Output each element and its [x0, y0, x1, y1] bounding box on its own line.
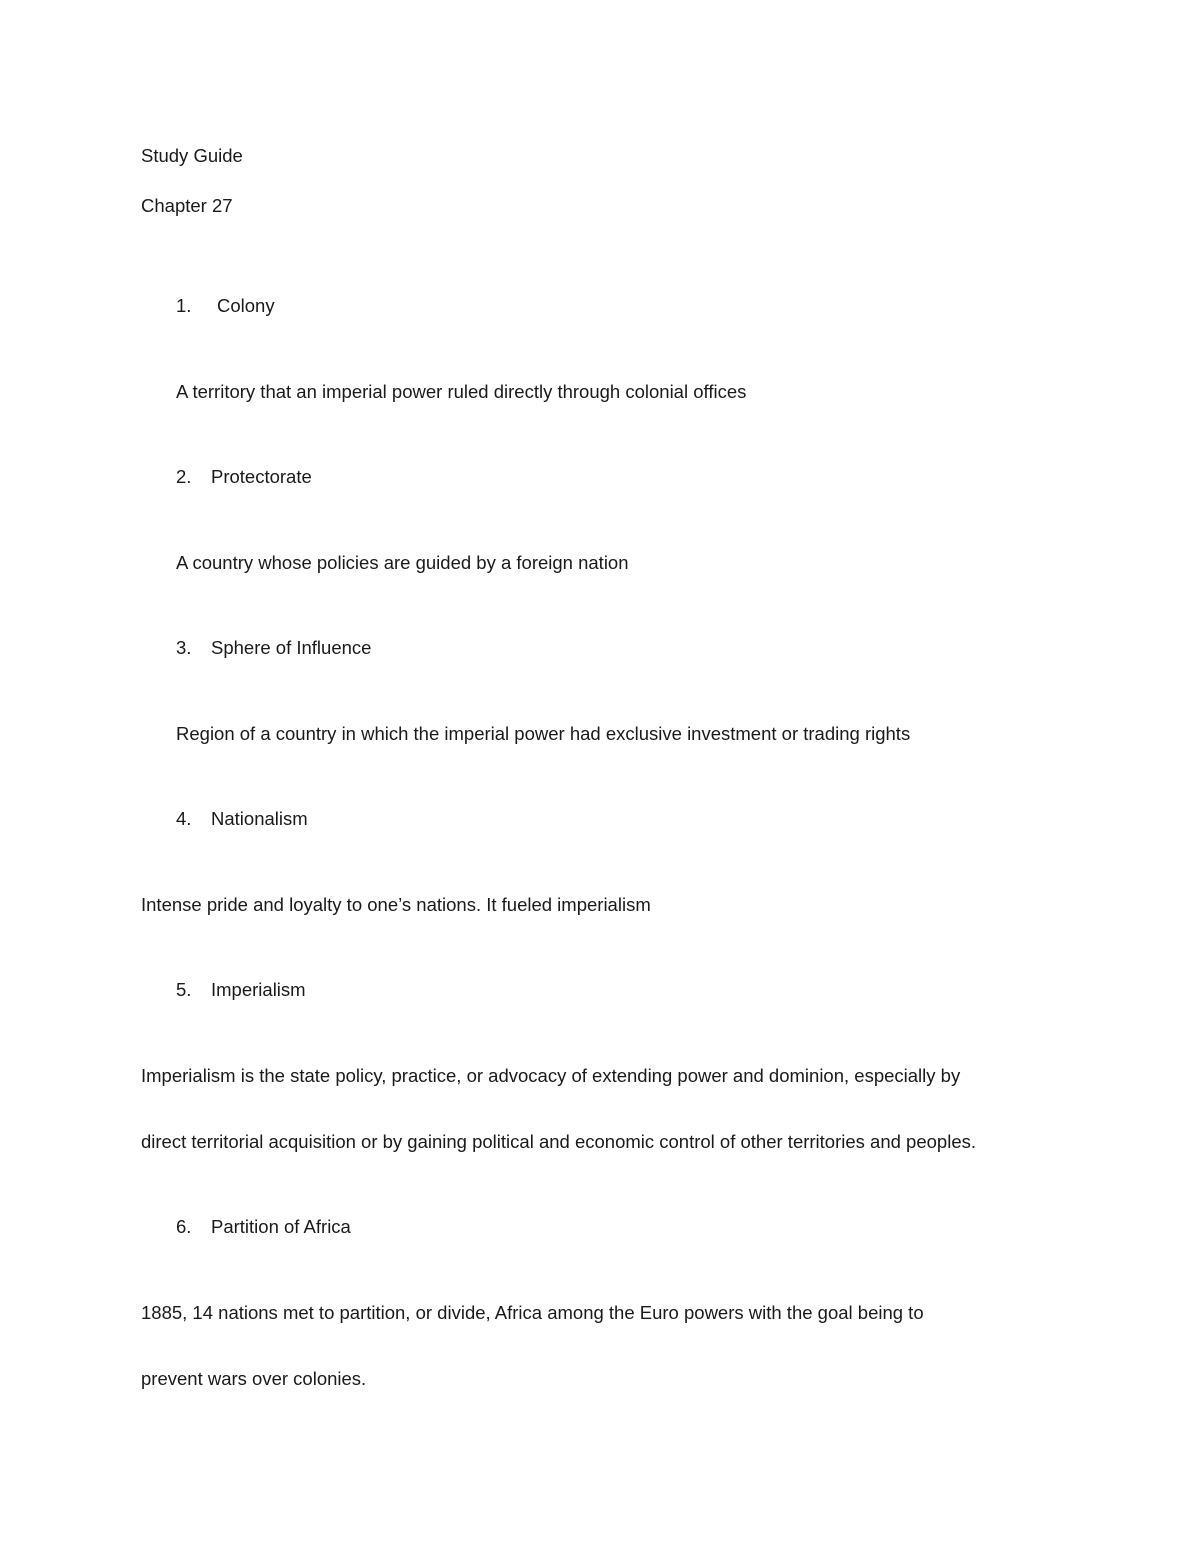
term-label: Colony	[217, 295, 275, 316]
document-title: Study Guide	[141, 145, 243, 166]
term-label: Protectorate	[211, 466, 312, 487]
term-heading-partition-of-africa	[176, 1218, 351, 1237]
term-definition-sphere-of-influence: Region of a country in which the imperial power had exclusive investment or trading rights	[176, 723, 911, 744]
term-heading-imperialism	[176, 981, 306, 1000]
term-label: Nationalism	[211, 808, 308, 829]
term-definition-imperialism-line-1: Imperialism is the state policy, practice, or advocacy of extending power and dominion, especially by	[141, 1065, 961, 1086]
term-number: 5.	[176, 979, 192, 1000]
term-number: 2.	[176, 466, 192, 487]
term-number: 1.	[176, 295, 192, 316]
term-definition-imperialism-line-2: direct territorial acquisition or by gaining political and economic control of other territories and peoples.	[141, 1131, 976, 1152]
term-label: Sphere of Influence	[211, 637, 372, 658]
term-definition-partition-line-1: 1885, 14 nations met to partition, or divide, Africa among the Euro powers with the goal being to	[141, 1302, 924, 1323]
chapter-heading: Chapter 27	[141, 195, 233, 216]
term-number: 4.	[176, 808, 192, 829]
term-heading-nationalism	[176, 810, 308, 829]
term-number: 6.	[176, 1216, 192, 1237]
term-label: Partition of Africa	[211, 1216, 351, 1237]
term-definition-nationalism: Intense pride and loyalty to one’s nations. It fueled imperialism	[141, 894, 651, 915]
term-label: Imperialism	[211, 979, 306, 1000]
term-number: 3.	[176, 637, 192, 658]
term-definition-partition-line-2: prevent wars over colonies.	[141, 1368, 367, 1389]
term-definition-protectorate: A country whose policies are guided by a foreign nation	[176, 552, 629, 573]
term-heading-colony	[176, 297, 275, 316]
term-definition-colony: A territory that an imperial power ruled directly through colonial offices	[176, 381, 747, 402]
term-heading-sphere-of-influence	[176, 639, 371, 658]
term-heading-protectorate	[176, 468, 312, 487]
